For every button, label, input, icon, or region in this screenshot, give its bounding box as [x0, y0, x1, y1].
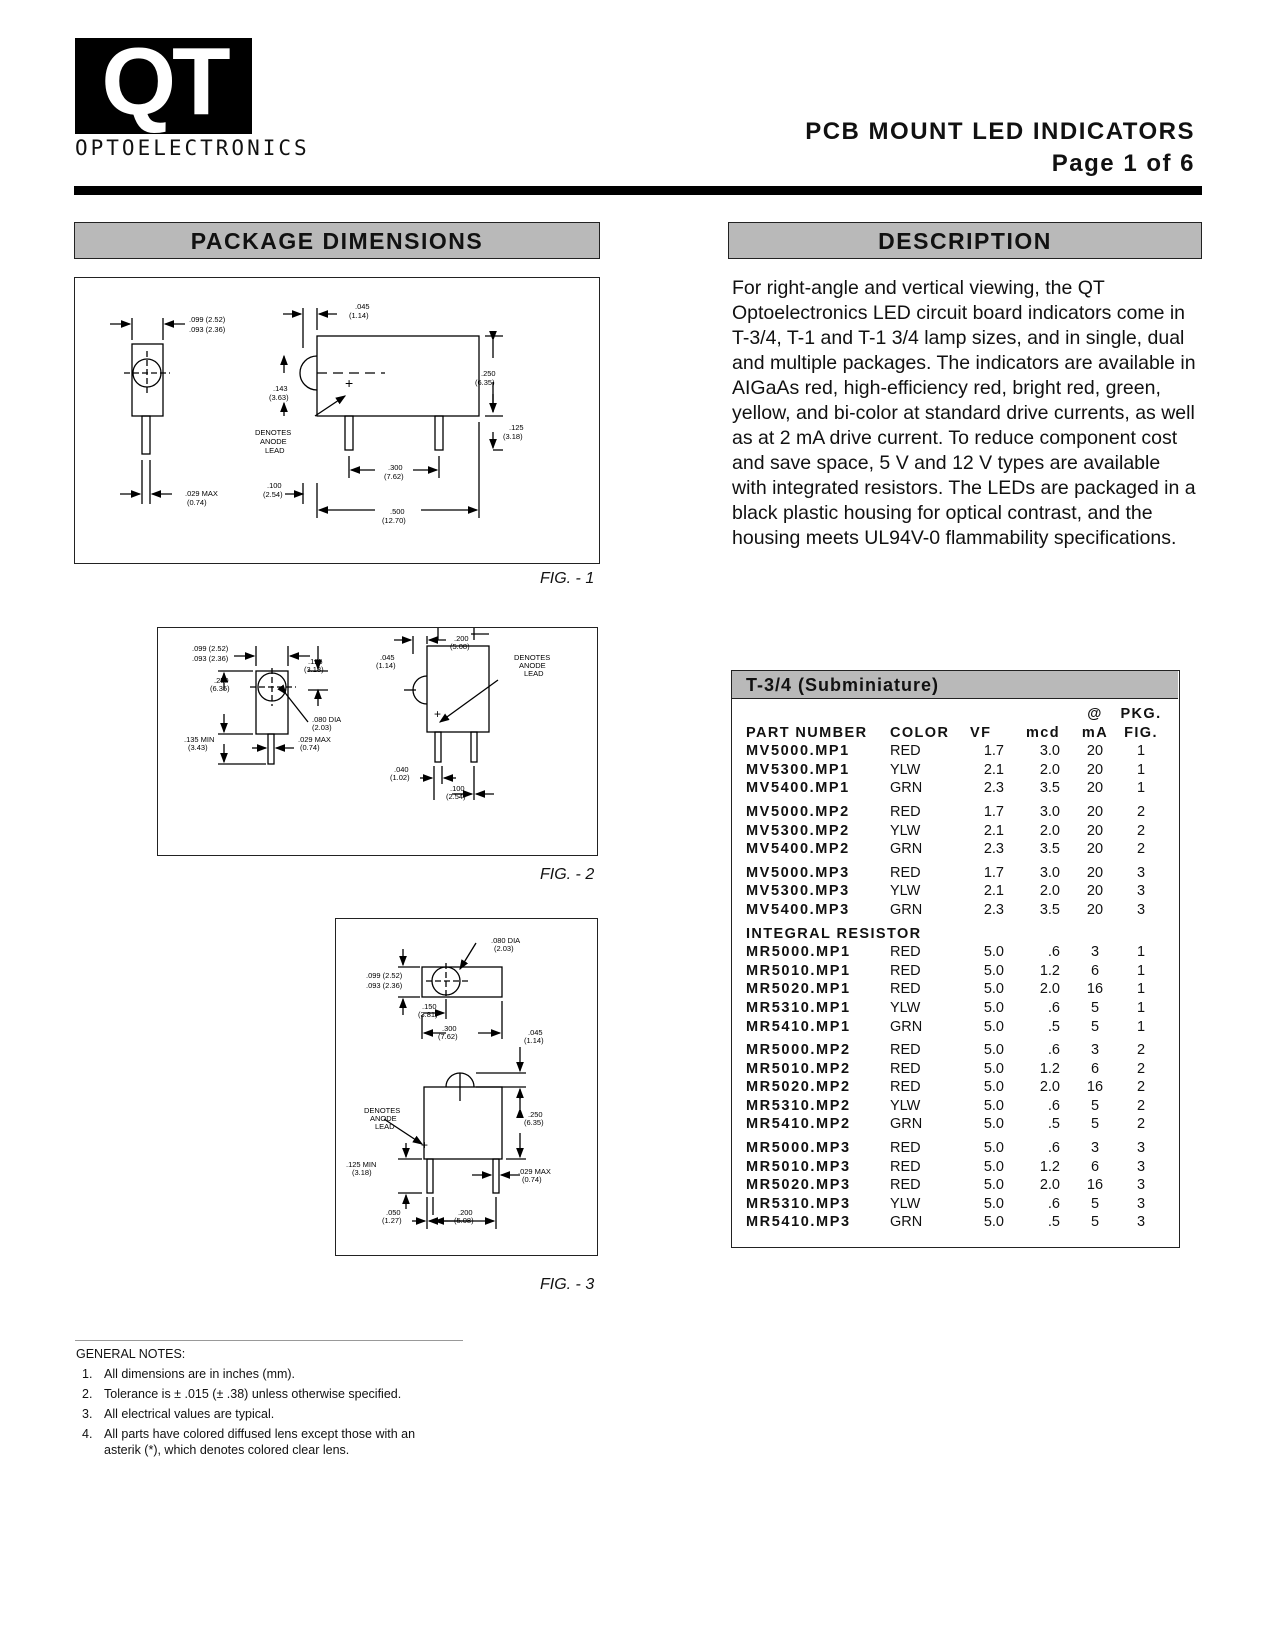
cell-vf: 1.7	[983, 743, 1004, 760]
cell-vf: 2.1	[983, 822, 1004, 839]
cell-mcd: 3.0	[1039, 803, 1060, 820]
table-row	[746, 1060, 1174, 1079]
cell-pkg-fig: 3	[1136, 901, 1146, 918]
row-group-2	[746, 803, 1174, 859]
cell-pkg-fig: 2	[1136, 822, 1146, 839]
cell-mcd: 1.2	[1039, 1158, 1060, 1175]
cell-vf: 1.7	[983, 803, 1004, 820]
cell-vf: 5.0	[983, 1116, 1004, 1133]
fig2-dim-i2: (0.74)	[300, 743, 320, 752]
fig1-dim-e: .143	[273, 384, 288, 393]
cell-vf: 2.3	[983, 841, 1004, 858]
table-row	[746, 1115, 1174, 1134]
svg-text:+: +	[345, 375, 354, 391]
table-row	[746, 779, 1174, 798]
cell-mcd: .6	[1047, 1042, 1060, 1059]
cell-part-number: MV5300.MP1	[746, 761, 850, 778]
cell-part-number: MR5310.MP1	[746, 999, 851, 1016]
table-row	[746, 1078, 1174, 1097]
figure-1-drawing	[74, 277, 600, 564]
table-row	[746, 980, 1174, 999]
table-row	[746, 962, 1174, 981]
fig1-dim-e2: (3.63)	[269, 393, 289, 402]
table-row	[746, 840, 1174, 859]
cell-ma: 5	[1090, 999, 1100, 1016]
logo-subtitle: OPTOELECTRONICS	[75, 136, 310, 160]
cell-mcd: 3.5	[1039, 901, 1060, 918]
cell-color: RED	[890, 944, 921, 961]
fig3-dim-e2: (7.62)	[438, 1032, 458, 1041]
cell-vf: 5.0	[983, 1214, 1004, 1231]
table-row	[746, 1176, 1174, 1195]
cell-mcd: 1.2	[1039, 1060, 1060, 1077]
cell-vf: 5.0	[983, 962, 1004, 979]
document-title: PCB MOUNT LED INDICATORS	[805, 118, 1195, 145]
header-pkg: PKG.	[1120, 706, 1162, 722]
cell-ma: 20	[1086, 901, 1104, 918]
fig1-anode-1: DENOTES	[255, 428, 292, 437]
note-number: 1.	[82, 1367, 93, 1381]
description-heading: DESCRIPTION	[728, 222, 1202, 259]
package-dimensions-heading: PACKAGE DIMENSIONS	[74, 222, 600, 259]
cell-ma: 16	[1086, 981, 1104, 998]
cell-color: GRN	[890, 841, 923, 858]
row-group-4	[746, 943, 1174, 1036]
cell-part-number: MR5020.MP1	[746, 981, 851, 998]
cell-part-number: MV5400.MP1	[746, 780, 850, 797]
cell-pkg-fig: 1	[1136, 944, 1146, 961]
cell-color: RED	[890, 981, 921, 998]
fig3-dim-j: .050	[386, 1208, 401, 1217]
fig1-dim-f: .125	[509, 423, 524, 432]
cell-part-number: MR5000.MP2	[746, 1042, 851, 1059]
fig3-dim-j2: (1.27)	[382, 1216, 402, 1225]
fig2-dim-k2: (2.54)	[446, 792, 466, 801]
cell-vf: 5.0	[983, 1140, 1004, 1157]
cell-pkg-fig: 2	[1136, 1097, 1146, 1114]
cell-color: YLW	[890, 1195, 921, 1212]
cell-color: YLW	[890, 883, 921, 900]
cell-ma: 16	[1086, 1079, 1104, 1096]
cell-mcd: 2.0	[1039, 883, 1060, 900]
description-text: For right-angle and vertical viewing, the QT Optoelectronics LED circuit board indicators come in T-3/4, T-1 and T-1 3/4 lamp sizes, and in single, dual and multiple packages. The indicators are available in AIGaAs red, high-efficiency red, bright red, green, yellow, and bi-color at standard drive currents, as well as at 2 mA drive current. To reduce component cost and save space, 5 V and 12 V types are available with integrated resistors. The LEDs are packaged in a black plastic housing for optical contrast, and the housing meets UL94V-0 flammability specifications.	[732, 277, 1196, 549]
fig3-anode-3: LEAD	[375, 1122, 395, 1131]
cell-part-number: MV5300.MP3	[746, 883, 850, 900]
fig2-anode-1: DENOTES	[514, 653, 551, 662]
cell-pkg-fig: 2	[1136, 1042, 1146, 1059]
fig1-dim-d2: (6.35)	[475, 378, 495, 387]
cell-ma: 20	[1086, 883, 1104, 900]
note-text: Tolerance is ± .015 (± .38) unless otherwise specified.	[104, 1387, 402, 1401]
fig1-dim-i: .100	[267, 481, 282, 490]
note-number: 2.	[82, 1387, 93, 1401]
cell-color: RED	[890, 864, 921, 881]
fig2-dim-h: .135 MIN	[184, 735, 215, 744]
header-mcd: mcd	[1025, 724, 1060, 741]
cell-pkg-fig: 2	[1136, 1079, 1146, 1096]
cell-pkg-fig: 3	[1136, 1195, 1146, 1212]
cell-mcd: 2.0	[1039, 1177, 1060, 1194]
cell-mcd: .6	[1047, 1140, 1060, 1157]
figure-1-label: FIG. - 1	[540, 570, 595, 587]
cell-vf: 2.3	[983, 901, 1004, 918]
cell-color: GRN	[890, 1214, 923, 1231]
cell-vf: 2.1	[983, 883, 1004, 900]
fig1-dim-c2: (1.14)	[349, 311, 369, 320]
table-header	[746, 724, 1174, 743]
cell-vf: 5.0	[983, 999, 1004, 1016]
fig2-dim-g2: (2.03)	[312, 723, 332, 732]
fig2-dim-b: .093 (2.36)	[192, 654, 229, 663]
fig2-dim-f2: (6.35)	[210, 684, 230, 693]
cell-mcd: 3.5	[1039, 780, 1060, 797]
cell-mcd: .6	[1047, 1195, 1060, 1212]
table-title: T-3/4 (Subminiature)	[732, 671, 1178, 699]
integral-resistor-label	[746, 925, 1174, 944]
cell-part-number: MV5400.MP3	[746, 901, 850, 918]
notes-divider	[75, 1340, 463, 1341]
cell-color: YLW	[890, 1097, 921, 1114]
table-row	[746, 803, 1174, 822]
cell-ma: 5	[1090, 1195, 1100, 1212]
cell-ma: 3	[1090, 1042, 1100, 1059]
table-row	[746, 1139, 1174, 1158]
cell-part-number: MR5000.MP1	[746, 944, 851, 961]
cell-pkg-fig: 3	[1136, 1214, 1146, 1231]
cell-pkg-fig: 2	[1136, 1060, 1146, 1077]
cell-ma: 3	[1090, 944, 1100, 961]
table-row	[746, 943, 1174, 962]
figure-1-svg	[75, 278, 598, 562]
cell-color: GRN	[890, 1018, 923, 1035]
fig2-dim-i: .029 MAX	[298, 735, 331, 744]
cell-color: YLW	[890, 761, 921, 778]
fig1-anode-2: ANODE	[260, 437, 287, 446]
cell-color: RED	[890, 1079, 921, 1096]
cell-pkg-fig: 1	[1136, 981, 1146, 998]
cell-part-number: MR5020.MP3	[746, 1177, 851, 1194]
fig3-anode-2: ANODE	[370, 1114, 397, 1123]
cell-ma: 5	[1090, 1214, 1100, 1231]
fig1-anode-3: LEAD	[265, 446, 285, 455]
cell-mcd: 1.2	[1039, 962, 1060, 979]
cell-pkg-fig: 3	[1136, 864, 1146, 881]
fig3-dim-g: .250	[528, 1110, 543, 1119]
cell-color: YLW	[890, 999, 921, 1016]
cell-pkg-fig: 1	[1136, 780, 1146, 797]
cell-mcd: 2.0	[1039, 761, 1060, 778]
fig3-dim-i2: (0.74)	[522, 1175, 542, 1184]
fig2-dim-f: .250	[214, 676, 229, 685]
cell-part-number: MV5000.MP2	[746, 803, 850, 820]
row-group-5	[746, 1041, 1174, 1134]
cell-part-number: MR5010.MP3	[746, 1158, 851, 1175]
fig3-dim-h: .125 MIN	[346, 1160, 377, 1169]
figure-2-drawing	[157, 627, 598, 856]
fig3-dim-a2: (2.03)	[494, 944, 514, 953]
cell-mcd: .6	[1047, 944, 1060, 961]
fig2-dim-g: .080 DIA	[312, 715, 342, 724]
cell-ma: 5	[1090, 1097, 1100, 1114]
cell-ma: 6	[1090, 1060, 1100, 1077]
fig2-dim-d2: (5.08)	[450, 642, 470, 651]
table-row	[746, 1018, 1174, 1037]
cell-mcd: .5	[1047, 1018, 1060, 1035]
cell-ma: 3	[1090, 1140, 1100, 1157]
cell-vf: 5.0	[983, 1195, 1004, 1212]
row-group-3	[746, 864, 1174, 920]
cell-part-number: MR5410.MP1	[746, 1018, 851, 1035]
cell-color: GRN	[890, 780, 923, 797]
table-row	[746, 1097, 1174, 1116]
cell-color: RED	[890, 1177, 921, 1194]
figure-3-label: FIG. - 3	[540, 1276, 595, 1293]
svg-text:+: +	[434, 707, 442, 721]
cell-vf: 2.3	[983, 780, 1004, 797]
fig2-dim-c: .045	[380, 653, 395, 662]
cell-part-number: MR5310.MP2	[746, 1097, 851, 1114]
cell-vf: 5.0	[983, 1018, 1004, 1035]
fig1-dim-a: .099 (2.52)	[189, 315, 226, 324]
fig1-dim-g: .300	[388, 463, 403, 472]
cell-ma: 20	[1086, 864, 1104, 881]
table-row	[746, 864, 1174, 883]
fig3-anode-1: DENOTES	[364, 1106, 401, 1115]
cell-mcd: 2.0	[1039, 1079, 1060, 1096]
cell-vf: 2.1	[983, 761, 1004, 778]
cell-ma: 6	[1090, 962, 1100, 979]
table-row	[746, 742, 1174, 761]
figure-3-drawing	[335, 918, 598, 1256]
note-number: 4.	[82, 1427, 93, 1441]
part-table	[731, 670, 1180, 1248]
note-text: All parts have colored diffused lens except those with an asterik (*), which denotes colored clear lens.	[104, 1427, 416, 1457]
fig2-dim-d: .200	[454, 634, 469, 643]
fig2-dim-a: .099 (2.52)	[192, 644, 229, 653]
table-row	[746, 1213, 1174, 1232]
cell-pkg-fig: 1	[1136, 999, 1146, 1016]
cell-mcd: 2.0	[1039, 822, 1060, 839]
table-row	[746, 822, 1174, 841]
cell-ma: 20	[1086, 841, 1104, 858]
fig3-dim-i: .029 MAX	[518, 1167, 551, 1176]
figure-3-svg	[336, 919, 596, 1254]
cell-ma: 20	[1086, 822, 1104, 839]
fig1-dim-f2: (3.18)	[503, 432, 523, 441]
fig3-dim-d2: (3.81)	[418, 1010, 438, 1019]
table-header-top	[746, 705, 1174, 724]
cell-part-number: MV5000.MP1	[746, 743, 850, 760]
cell-pkg-fig: 3	[1136, 1140, 1146, 1157]
fig2-dim-e: .125	[308, 657, 323, 666]
cell-pkg-fig: 2	[1136, 803, 1146, 820]
cell-vf: 1.7	[983, 864, 1004, 881]
cell-ma: 6	[1090, 1158, 1100, 1175]
notes-title: GENERAL NOTES:	[76, 1347, 186, 1361]
cell-vf: 5.0	[983, 1177, 1004, 1194]
fig1-dim-c: .045	[355, 302, 370, 311]
cell-pkg-fig: 3	[1136, 883, 1146, 900]
fig1-dim-j: .500	[390, 507, 405, 516]
row-group-6	[746, 1139, 1174, 1232]
cell-vf: 5.0	[983, 1042, 1004, 1059]
header-color: COLOR	[890, 724, 950, 741]
fig2-dim-j: .040	[394, 765, 409, 774]
cell-pkg-fig: 3	[1136, 1158, 1146, 1175]
cell-part-number: MV5400.MP2	[746, 841, 850, 858]
table-row	[746, 882, 1174, 901]
cell-pkg-fig: 2	[1136, 841, 1146, 858]
cell-ma: 5	[1090, 1116, 1100, 1133]
cell-part-number: MV5300.MP2	[746, 822, 850, 839]
integral-resistor-text: INTEGRAL RESISTOR	[746, 925, 922, 942]
cell-color: RED	[890, 1042, 921, 1059]
fig1-dim-h2: (0.74)	[187, 498, 207, 507]
cell-mcd: .5	[1047, 1116, 1060, 1133]
fig2-dim-e2: (3.18)	[304, 665, 324, 674]
cell-color: GRN	[890, 901, 923, 918]
fig2-anode-2: ANODE	[519, 661, 546, 670]
cell-pkg-fig: 2	[1136, 1116, 1146, 1133]
cell-pkg-fig: 1	[1136, 743, 1146, 760]
cell-part-number: MR5010.MP2	[746, 1060, 851, 1077]
fig3-dim-f2: (1.14)	[524, 1036, 544, 1045]
fig2-dim-k: .100	[450, 784, 465, 793]
table-body	[746, 705, 1174, 1232]
cell-mcd: 3.0	[1039, 864, 1060, 881]
note-text: All electrical values are typical.	[104, 1407, 275, 1421]
cell-color: RED	[890, 803, 921, 820]
cell-part-number: MR5000.MP3	[746, 1140, 851, 1157]
fig3-dim-d: .150	[422, 1002, 437, 1011]
table-row	[746, 999, 1174, 1018]
cell-color: YLW	[890, 822, 921, 839]
table-row	[746, 1195, 1174, 1214]
header-part-number: PART NUMBER	[746, 724, 868, 741]
cell-color: RED	[890, 743, 921, 760]
fig3-dim-a: .080 DIA	[491, 936, 521, 945]
table-row	[746, 761, 1174, 780]
table-row	[746, 901, 1174, 920]
fig3-dim-f: .045	[528, 1028, 543, 1037]
table-row	[746, 1041, 1174, 1060]
cell-vf: 5.0	[983, 944, 1004, 961]
cell-part-number: MR5410.MP3	[746, 1214, 851, 1231]
fig2-anode-3: LEAD	[524, 669, 544, 678]
fig3-dim-e: .300	[442, 1024, 457, 1033]
page-indicator: Page 1 of 6	[1051, 150, 1195, 177]
table-row	[746, 1158, 1174, 1177]
cell-ma: 20	[1086, 803, 1104, 820]
fig1-dim-b: .093 (2.36)	[189, 325, 226, 334]
cell-ma: 16	[1086, 1177, 1104, 1194]
fig3-dim-h2: (3.18)	[352, 1168, 372, 1177]
cell-color: RED	[890, 1140, 921, 1157]
cell-ma: 20	[1086, 780, 1104, 797]
cell-color: RED	[890, 1060, 921, 1077]
cell-color: RED	[890, 1158, 921, 1175]
cell-vf: 5.0	[983, 1097, 1004, 1114]
fig3-dim-c: .093 (2.36)	[366, 981, 403, 990]
cell-part-number: MV5000.MP3	[746, 864, 850, 881]
fig2-dim-j2: (1.02)	[390, 773, 410, 782]
fig1-dim-d: .250	[481, 369, 496, 378]
cell-pkg-fig: 1	[1136, 962, 1146, 979]
fig1-dim-j2: (12.70)	[382, 516, 406, 525]
figure-2-label: FIG. - 2	[540, 866, 595, 883]
cell-color: GRN	[890, 1116, 923, 1133]
row-group-1	[746, 742, 1174, 798]
fig1-dim-h: .029 MAX	[185, 489, 218, 498]
cell-mcd: .6	[1047, 999, 1060, 1016]
cell-mcd: 2.0	[1039, 981, 1060, 998]
cell-mcd: .5	[1047, 1214, 1060, 1231]
header-ma: mA	[1081, 724, 1109, 741]
fig2-dim-h2: (3.43)	[188, 743, 208, 752]
cell-pkg-fig: 1	[1136, 1018, 1146, 1035]
fig2-dim-c2: (1.14)	[376, 661, 396, 670]
header-vf: VF	[970, 724, 992, 741]
cell-ma: 20	[1086, 743, 1104, 760]
note-number: 3.	[82, 1407, 93, 1421]
cell-ma: 5	[1090, 1018, 1100, 1035]
cell-mcd: .6	[1047, 1097, 1060, 1114]
fig3-dim-g2: (6.35)	[524, 1118, 544, 1127]
cell-ma: 20	[1086, 761, 1104, 778]
fig3-dim-k2: (5.08)	[454, 1216, 474, 1225]
cell-vf: 5.0	[983, 1060, 1004, 1077]
header-at: @	[1087, 706, 1103, 722]
figure-2-svg	[158, 628, 596, 854]
cell-part-number: MR5010.MP1	[746, 962, 851, 979]
cell-vf: 5.0	[983, 1158, 1004, 1175]
cell-mcd: 3.5	[1039, 841, 1060, 858]
cell-part-number: MR5020.MP2	[746, 1079, 851, 1096]
cell-part-number: MR5410.MP2	[746, 1116, 851, 1133]
header-fig: FIG.	[1124, 724, 1158, 741]
fig3-dim-k: .200	[458, 1208, 473, 1217]
svg-text:+: +	[421, 1138, 429, 1152]
cell-vf: 5.0	[983, 1079, 1004, 1096]
header-rule	[74, 186, 1202, 195]
note-text: All dimensions are in inches (mm).	[104, 1367, 296, 1381]
cell-mcd: 3.0	[1039, 743, 1060, 760]
cell-part-number: MR5310.MP3	[746, 1195, 851, 1212]
cell-color: RED	[890, 962, 921, 979]
fig3-dim-b: .099 (2.52)	[366, 971, 403, 980]
cell-pkg-fig: 3	[1136, 1177, 1146, 1194]
cell-vf: 5.0	[983, 981, 1004, 998]
cell-pkg-fig: 1	[1136, 761, 1146, 778]
logo-letters: QT	[101, 28, 227, 135]
fig1-dim-g2: (7.62)	[384, 472, 404, 481]
fig1-dim-i2: (2.54)	[263, 490, 283, 499]
